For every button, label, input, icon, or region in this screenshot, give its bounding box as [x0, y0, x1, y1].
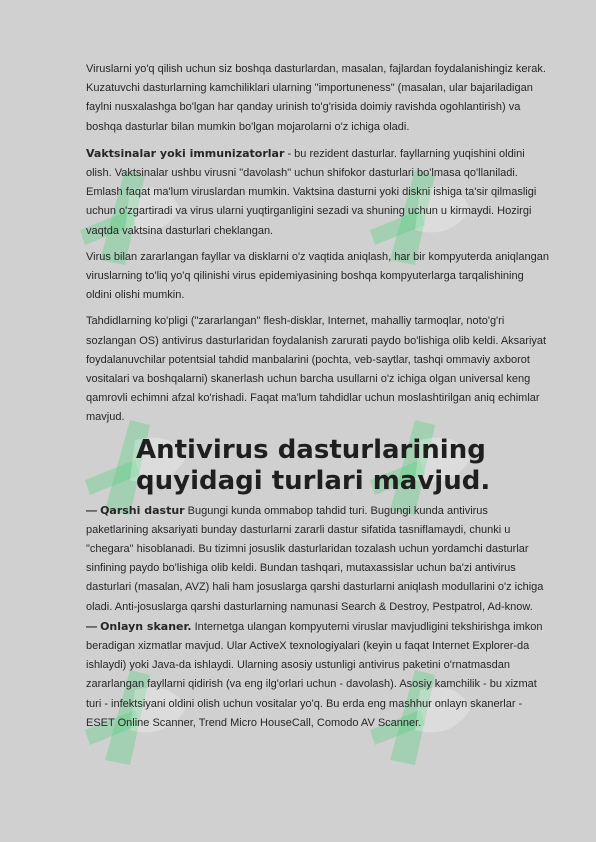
section-heading: Antivirus dasturlarining quyidagi turlari mavjud. — [136, 434, 491, 496]
paragraph-text: Tahdidlarning ko'pligi ("zararlangan" flesh-disklar, Internet, mahalliy tarmoqlar, noto'g'ri sozlangan OS) antivirus dasturlaridan foydalanish zarurati paydo bo'lishiga olib keldi. Aksariyat foydalanuvchilar potentsial tahdid manbalarini (pochta, veb-saytlar, tashqi ommaviy axborot vositalari va boshqalarni) skanerlash uchun barcha usullarni o'z ichiga olgan universal keng qamrovli echimni afzal ko'rishadi. Faqat ma'lum tahdidlar uchun moslashtirilgan aniq echimlar mavjud. — [86, 315, 547, 424]
paragraph-lead: Vaktsinalar yoki immunizatorlar — [86, 146, 285, 160]
paragraph-text: Viruslarni yo'q qilish uchun siz boshqa dasturlardan, masalan, fajlardan foydalanishingiz kerak. Kuzatuvchi dasturlarning kamchiliklari ularning "importuneness" (masalan, ular bajariladigan faylni nusxalashga bo'lgan har qanday urinish to'g'risida doimiy ravishda ogohlantirish) va boshqa dasturlar bilan mumkin bo'lgan mojarolarni o'z ichiga oladi. — [86, 63, 546, 133]
list-item-lead: Onlayn skaner. — [100, 619, 192, 633]
dash-marker: — — [86, 504, 97, 517]
list-item-text: Bugungi kunda ommabop tahdid turi. Bugungi kunda antivirus paketlarining aksariyati bunday dasturlarni zararli dastur sifatida tasniflamaydi, chunki u "chegara" hisoblanadi. Bu tizimni josuslik dasturlaridan tozalash uchun yordamchi dasturlar sinfining paydo bo'lishiga olib keldi. Bundan tashqari, mutaxassislar uchun ba'zi antivirus dasturlari (masalan, AVZ) hali ham josuslarga qarshi dasturlarni aniqlash modullarini o'z ichiga oladi. Anti-josuslarga qarshi dasturlarning namunasi Search & Destroy, Pestpatrol, Ad-know. — [86, 504, 544, 613]
paragraph-text: - bu rezident dasturlar. fayllarning yuqishini oldini olish. Vaktsinalar ushbu virusni "davolash" uchun shifokor dasturlari bo'lmasa qo'llaniladi. Emlash faqat ma'lum viruslardan mumkin. Vaktsina dasturni yoki diskni ishiga ta'sir qilmasligi uchun o'zgartiradi va virus ularni yuqtirganligini sezadi va shuning uchun u kirmaydi. Hozirgi vaqtda vaktsina dasturlari cheklangan. — [86, 147, 537, 237]
paragraph — [86, 144, 552, 241]
dash-marker: — — [86, 620, 97, 633]
list-item-text: Internetga ulangan kompyuterni viruslar mavjudligini tekshirishga imkon beradigan xizmatlar mavjud. Ular ActiveX texnologiyalari (keyin u faqat Internet Explorer-da ishlaydi) yoki Java-da ishlaydi. Ularning asosiy ustunligi antivirus paketini o'rnatmasdan zararlangan fayllarni qidirish (va eng ilg'orlari uchun - davolash). Asosiy kamchilik - bu xizmat turi - infektsiyani oldini olish uchun vositalar yo'q. Bu erda eng mashhur onlayn skanerlar - ESET Online Scanner, Trend Micro HouseCall, Comodo AV Scanner. — [86, 620, 543, 729]
document-body — [86, 60, 552, 733]
paragraph — [86, 60, 552, 137]
list-item — [86, 617, 552, 733]
list-item-lead: Qarshi dastur — [100, 503, 185, 517]
paragraph — [86, 248, 552, 306]
paragraph-text: Virus bilan zararlangan fayllar va disklarni o'z vaqtida aniqlash, har bir kompyuterda aniqlangan viruslarning to'liq yo'q qilinishi virus epidemiyasining boshqa kompyuterlarga tarqalishining oldini olishi mumkin. — [86, 250, 549, 302]
list-item — [86, 501, 552, 617]
paragraph — [86, 312, 552, 427]
